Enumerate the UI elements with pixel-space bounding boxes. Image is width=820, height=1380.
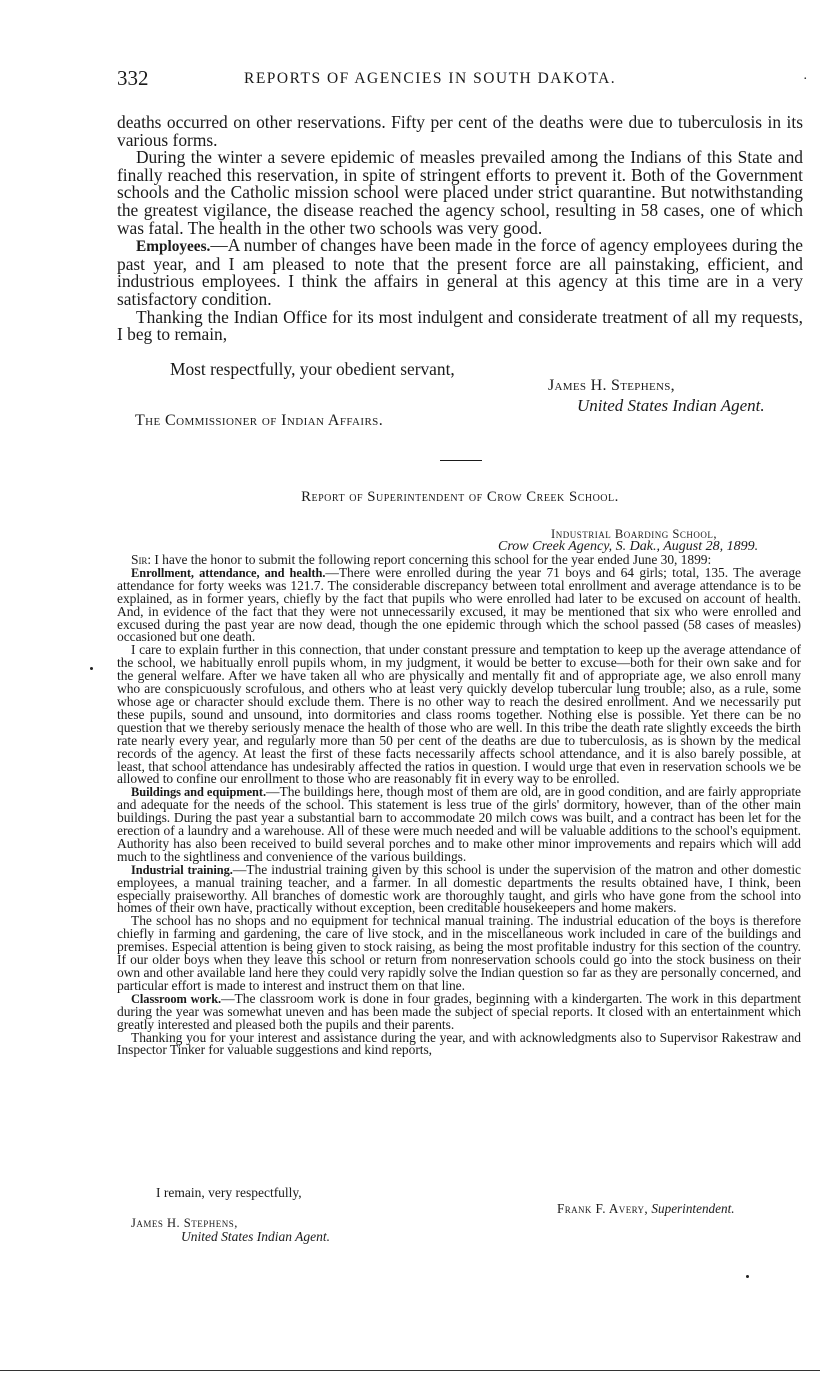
print-speck — [90, 667, 93, 670]
signer-name: James H. Stephens, — [548, 377, 675, 394]
paragraph-text: —A number of changes have been made in the force of agency employees during the past year, and I am pleased to note that the present force are all painstaking, efficient, and industrious employees. I think the affairs in general at this agency at this time are in a very satisfactory condition. — [117, 235, 803, 309]
paragraph-text: I have the honor to submit the following report concerning this school for the year ended June 30, 1899: — [151, 552, 712, 567]
paragraph — [117, 915, 801, 992]
paragraph: During the winter a severe epidemic of measles prevailed among the Indians of this State and finally reached this reservation, in spite of stringent efforts to prevent it. Both of the Government schools and the Catholic mission school were placed under strict quarantine. But notwithstanding the greatest vigilance, the disease reached the agency school, resulting in 58 cases, one of which was fatal. The health in the other two schools was very good. — [117, 147, 803, 238]
institution-name: Industrial Boarding School, — [551, 527, 718, 541]
addressee-title: United States Indian Agent. — [181, 1229, 330, 1244]
place-and-date: Crow Creek Agency, S. Dak., August 28, 1899. — [498, 539, 759, 554]
running-header — [117, 66, 807, 92]
paragraph — [117, 786, 801, 863]
signer-title: United States Indian Agent. — [577, 396, 765, 415]
paragraph-text: I care to explain further in this connection, that under constant pressure and temptation to keep up the average attendance of the school, we habitually enroll pupils whom, in my judgment, it would be better to excuse—both for their own sake and for the general welfare. After we have taken all who are physically and mentally fit and of appropriate age, we also enroll many who are conspicuously scrofulous, and others who at least very quickly develop tubercular lung trouble; also, as a rule, some whose age or character should exclude them. There is no other way to reach the desired enrollment. And we necessarily put these pupils, sound and unsound, into dormitories and class rooms together. Nothing else is possible. Yet there can be no question that we thereby seriously menace the health of those who are well. In this tribe the death rate slightly exceeds the birth rate nearly every year, and regularly more than 50 per cent of the deaths are due to tuberculosis, as is shown by the medical records of the agency. At least the first of these facts necessarily affects school attendance, and it is also barely possible, at least, that school attendance has undesirably affected the ratios in question. I would urge that even in reservation schools we be allowed to confine our enrollment to those who are reasonably fit in every way to be enrolled. — [117, 642, 801, 787]
paragraph — [117, 990, 802, 1032]
addressee-name: James H. Stephens, — [131, 1216, 238, 1230]
report-signature — [557, 1201, 735, 1217]
run-in-heading: Industrial training. — [131, 862, 233, 877]
paragraph-text: Thanking you for your interest and assistance during the year, and with acknowledgments also to Supervisor Rakestraw and Inspector Tinker for valuable suggestions and kind reports, — [117, 1029, 801, 1058]
paragraph — [117, 564, 801, 645]
paragraph-text: —The industrial training given by this school is under the supervision of the matron and other domestic employees, a manual training teacher, and a farmer. In all domestic departments the results obtained have, I think, been especially praiseworthy. All branches of domestic work are thoroughly taught, and girls who have gone from the school into homes of their own have, practically without exception, been creditable housekeepers and home makers. — [117, 861, 802, 916]
paragraph-text: —The buildings here, though most of them are old, are in good condition, and are fairly appropriate and adequate for the needs of the school. This statement is less true of the girls' dormitory, however, than of the other main buildings. During the past year a substantial barn to accommodate 20 milch cows was built, and a contract has been let for the erection of a laundry and a warehouse. All of these were much needed and will be valuable additions to the school's equipment. Authority has also been received to build several porches and to make other minor improvements and repairs which will add much to the sightliness and convenience of the various buildings. — [117, 784, 802, 864]
letter-closing: Most respectfully, your obedient servant, — [170, 359, 455, 379]
report-title: Report of Superintendent of Crow Creek School. — [301, 489, 619, 505]
paragraph — [117, 1029, 801, 1058]
signer-title: Superintendent. — [651, 1201, 735, 1216]
report-closing: I remain, very respectfully, — [156, 1185, 302, 1200]
paragraph-text: —There were enrolled during the year 71 boys and 64 girls; total, 135. The average attendance for forty weeks was 121.7. The considerable discrepancy between total enrollment and average attendance is to be explained, as in former years, chiefly by the fact that pupils who were enrolled had later to be excused on account of health. And, in evidence of the fact that they were not unnecessarily excused, it may be mentioned that six who were enrolled and excused during the past year are now dead, though the one epidemic through which the school passed (58 cases of measles) occasioned but one death. — [117, 564, 801, 645]
paragraph — [117, 861, 802, 916]
salutation: Sir: — [131, 552, 152, 567]
running-title: REPORTS OF AGENCIES IN SOUTH DAKOTA. — [244, 70, 617, 87]
run-in-heading: Enrollment, attendance, and health. — [131, 565, 326, 580]
paragraph — [117, 644, 801, 786]
paragraph: Thanking the Indian Office for its most indulgent and considerate treatment of all my requests, I beg to remain, — [117, 306, 803, 345]
section-divider — [440, 460, 482, 461]
paragraph-text: The school has no shops and no equipment for technical manual training. The industrial education of the boys is therefore chiefly in farming and gardening, the care of live stock, and in the miscellaneous work included in care of the buildings and premises. Especial attention is being given to stock raising, as being the most profitable industry for this section of the country. If our older boys when they leave this school or return from nonreservation schools could go into the stock business on their own and other available land here they could very rapidly solve the Indian question so far as they are personally concerned, and particular effort is made to interest and instruct them on that line. — [117, 913, 801, 993]
paragraph-text: —The classroom work is done in four grades, beginning with a kindergarten. The work in this department during the year was somewhat uneven and has been made the subject of special reports. It closed with an entertainment which greatly interested and pleased both the pupils and their parents. — [117, 990, 802, 1032]
paragraph — [117, 237, 803, 308]
report-body — [117, 554, 801, 1057]
paragraph: deaths occurred on other reservations. Fifty per cent of the deaths were due to tuberculosis in its various forms. — [117, 112, 803, 150]
addressee: The Commissioner of Indian Affairs. — [135, 412, 384, 429]
page-edge — [0, 1370, 820, 1371]
corner-mark: . — [803, 68, 807, 83]
print-speck — [746, 1275, 749, 1278]
run-in-heading: Employees. — [136, 238, 211, 256]
signer-name: Frank F. Avery, — [557, 1201, 649, 1216]
run-in-heading: Classroom work. — [131, 991, 222, 1006]
page-number: 332 — [117, 66, 149, 90]
run-in-heading: Buildings and equipment. — [131, 785, 267, 800]
agent-letter-body — [117, 114, 803, 344]
